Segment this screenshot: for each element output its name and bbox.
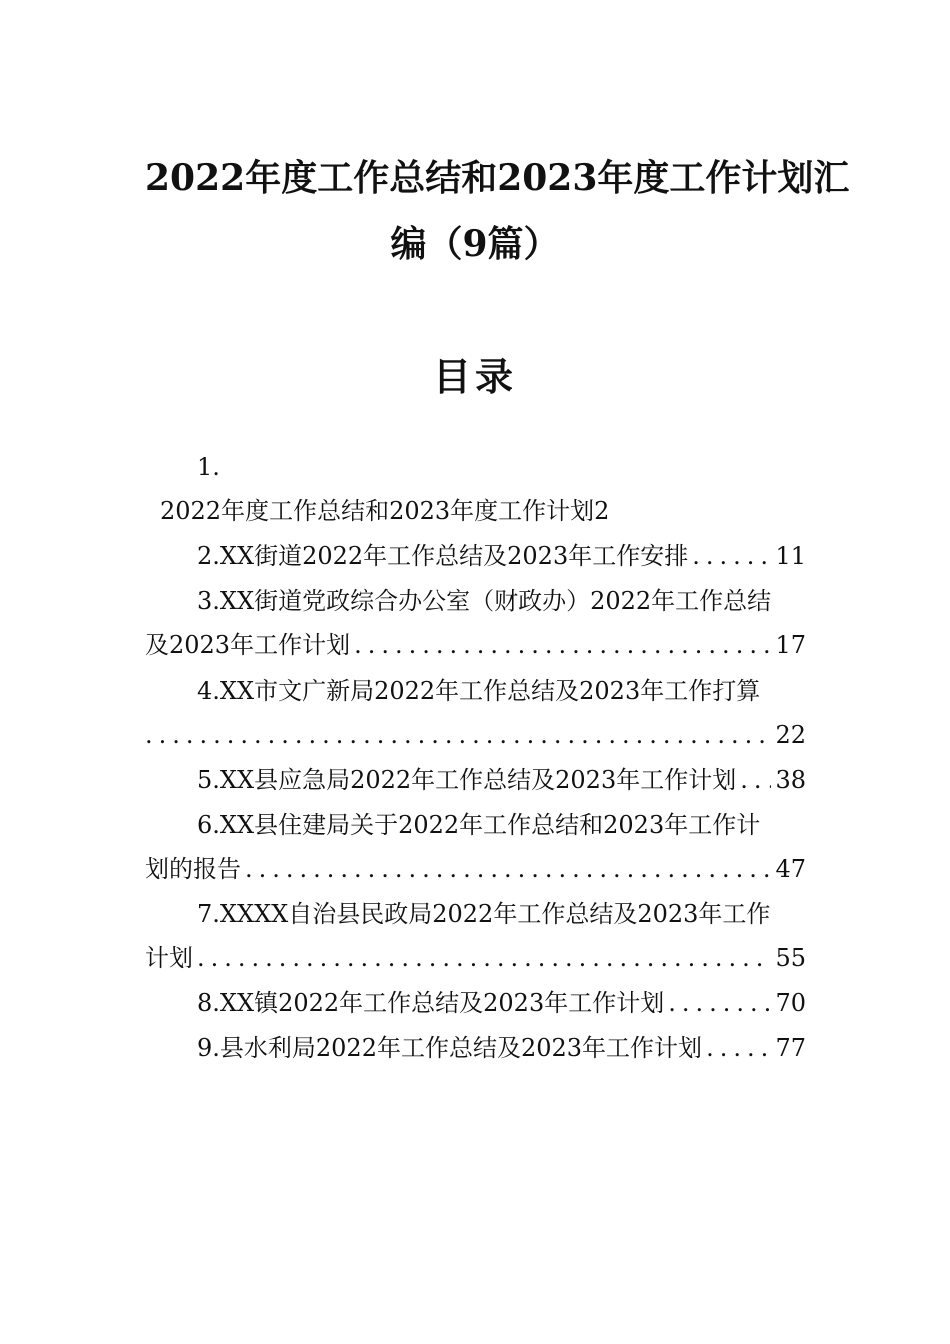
toc-entry-4-line-2[interactable] — [145, 720, 806, 750]
toc-entry-7-line-2[interactable] — [145, 943, 806, 973]
toc-entry-8-page: 70 — [775, 989, 806, 1017]
toc-heading: 目录 — [432, 354, 517, 399]
toc-entry-3-line-2[interactable] — [145, 630, 806, 660]
toc-leader-dots — [692, 541, 771, 571]
toc-entry-1-number[interactable]: 1. — [197, 453, 220, 481]
toc-entry-5-page: 38 — [775, 766, 806, 794]
toc-entry-4-text-line-1[interactable]: 4.XX市文广新局2022年工作总结及2023年工作打算 — [197, 677, 761, 705]
toc-entry-7-page: 55 — [775, 944, 806, 972]
toc-entry-8[interactable] — [197, 988, 806, 1018]
toc-entry-8-text: 8.XX镇2022年工作总结及2023年工作计划 — [197, 989, 665, 1017]
toc-entry-6-text-line-2: 划的报告 — [145, 855, 241, 883]
toc-entry-6-text-line-1[interactable]: 6.XX县住建局关于2022年工作总结和2023年工作计 — [197, 811, 761, 839]
toc-leader-dots — [197, 943, 771, 973]
toc-entry-9-text: 9.县水利局2022年工作总结及2023年工作计划 — [197, 1034, 703, 1062]
toc-leader-dots — [354, 630, 771, 660]
document-title-line-2: 编（9篇） — [390, 223, 560, 265]
toc-entry-9[interactable] — [197, 1033, 806, 1063]
toc-entry-4-page: 22 — [775, 721, 806, 749]
document-title-line-1: 2022年度工作总结和2023年度工作计划汇 — [145, 157, 850, 199]
toc-entry-2-page: 11 — [775, 542, 806, 570]
toc-entry-3-text-line-2: 及2023年工作计划 — [145, 631, 351, 659]
toc-leader-dots — [145, 720, 771, 750]
toc-entry-1-text[interactable]: 2022年度工作总结和2023年度工作计划2 — [160, 497, 610, 525]
toc-leader-dots — [706, 1033, 771, 1063]
toc-entry-5[interactable] — [197, 765, 806, 795]
toc-entry-6-page: 47 — [775, 855, 806, 883]
toc-leader-dots — [245, 854, 771, 884]
toc-entry-7-text-line-2: 计划 — [145, 944, 193, 972]
toc-entry-2[interactable] — [197, 541, 806, 571]
toc-entry-2-text: 2.XX街道2022年工作总结及2023年工作安排 — [197, 542, 689, 570]
toc-entry-3-text-line-1[interactable]: 3.XX街道党政综合办公室（财政办）2022年工作总结 — [197, 587, 772, 615]
toc-entry-3-page: 17 — [775, 631, 806, 659]
toc-entry-5-text: 5.XX县应急局2022年工作总结及2023年工作计划 — [197, 766, 737, 794]
toc-entry-7-text-line-1[interactable]: 7.XXXX自治县民政局2022年工作总结及2023年工作 — [197, 900, 771, 928]
toc-leader-dots — [668, 988, 771, 1018]
toc-leader-dots — [740, 765, 771, 795]
toc-entry-6-line-2[interactable] — [145, 854, 806, 884]
toc-entry-9-page: 77 — [775, 1034, 806, 1062]
